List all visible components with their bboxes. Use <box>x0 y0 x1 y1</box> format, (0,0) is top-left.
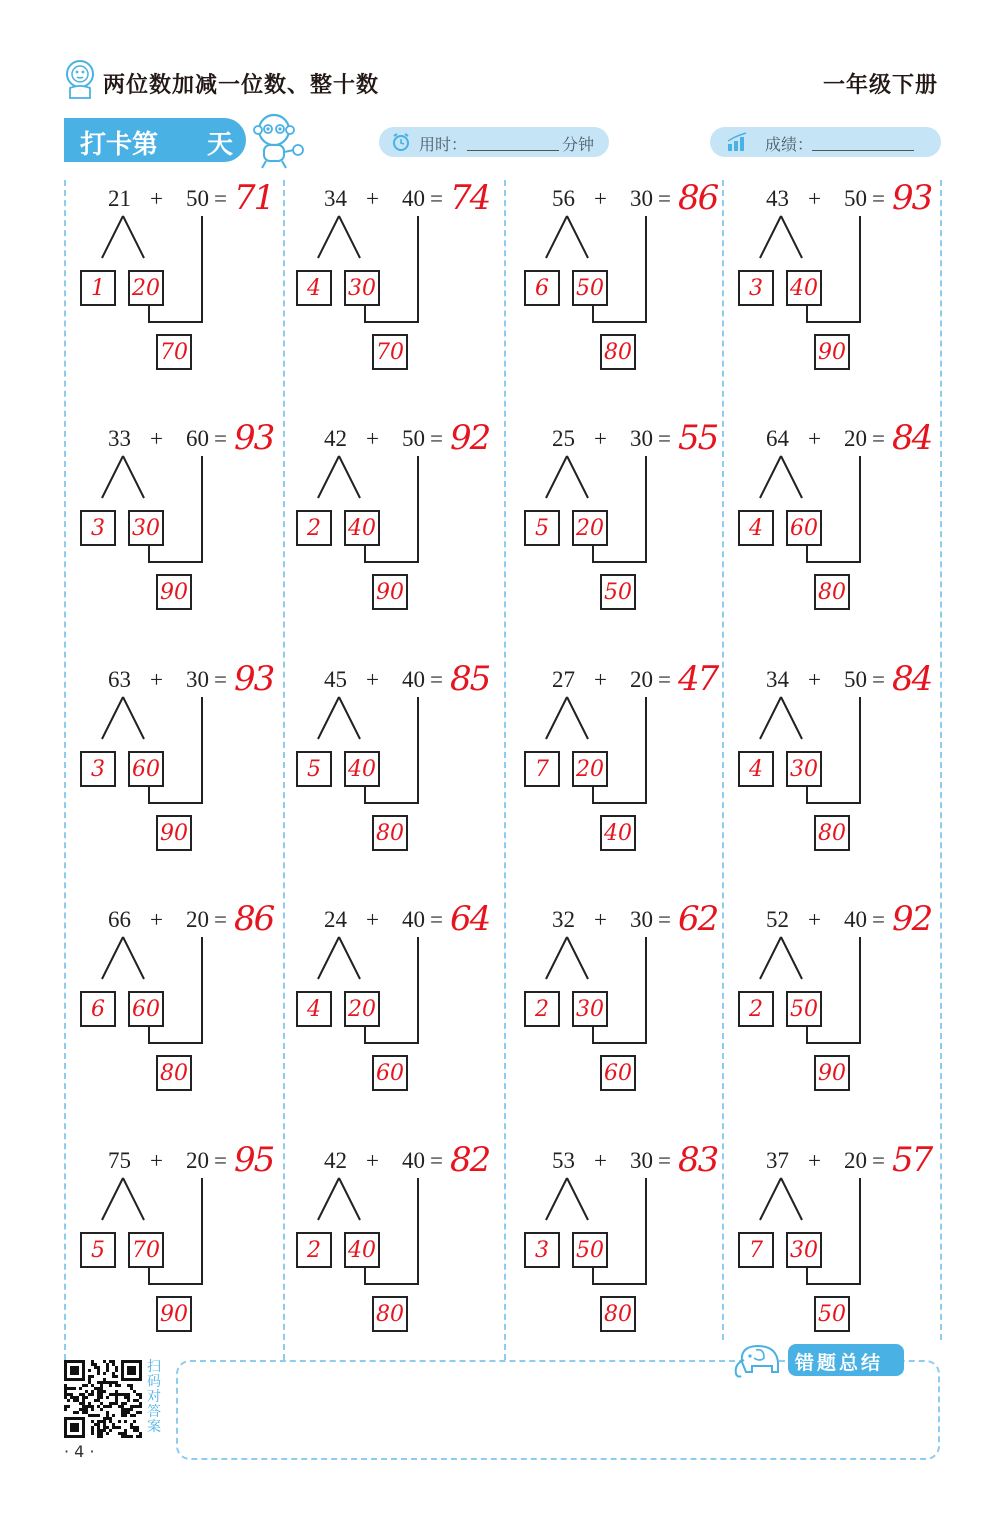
answer-handwritten[interactable]: 84 <box>892 659 932 699</box>
second-addend: 40 <box>402 907 425 932</box>
tens-sum-box[interactable]: 80 <box>600 334 636 370</box>
time-blank-line <box>467 150 559 151</box>
ones-part-box[interactable]: 5 <box>296 751 332 787</box>
second-addend: 20 <box>630 667 653 692</box>
second-addend: 30 <box>630 1148 653 1173</box>
tens-sum-box[interactable]: 50 <box>600 574 636 610</box>
equals-sign: = <box>872 667 885 692</box>
tens-sum-box[interactable]: 60 <box>372 1055 408 1091</box>
first-addend: 64 <box>766 426 789 451</box>
equals-sign: = <box>430 426 443 451</box>
tens-part-box[interactable]: 30 <box>572 991 608 1027</box>
plus-sign: + <box>594 1148 607 1173</box>
addition-problem <box>62 899 292 1097</box>
equals-sign: = <box>658 667 671 692</box>
plus-sign: + <box>808 1148 821 1173</box>
time-label: 用时： <box>419 135 468 154</box>
equals-sign: = <box>872 426 885 451</box>
plus-sign: + <box>594 907 607 932</box>
answer-handwritten[interactable]: 93 <box>234 418 274 458</box>
answer-handwritten[interactable]: 92 <box>892 899 932 939</box>
ones-part-box[interactable]: 2 <box>296 510 332 546</box>
answer-handwritten[interactable]: 95 <box>234 1140 274 1180</box>
addition-problem <box>278 899 508 1097</box>
plus-sign: + <box>150 667 163 692</box>
second-addend: 20 <box>186 1148 209 1173</box>
addition-problem <box>62 659 292 857</box>
ones-part-box[interactable]: 7 <box>524 751 560 787</box>
addition-problem <box>506 899 736 1097</box>
grade-label: 一年级下册 <box>822 73 938 98</box>
tens-sum-box[interactable]: 90 <box>372 574 408 610</box>
equals-sign: = <box>214 907 227 932</box>
score-blank-line <box>812 150 914 151</box>
answer-handwritten[interactable]: 74 <box>450 178 490 218</box>
answer-handwritten[interactable]: 83 <box>678 1140 718 1180</box>
time-field[interactable] <box>379 127 609 157</box>
plus-sign: + <box>366 907 379 932</box>
first-addend: 33 <box>108 426 131 451</box>
addition-problem <box>506 1140 736 1338</box>
answer-handwritten[interactable]: 47 <box>678 659 718 699</box>
plus-sign: + <box>366 1148 379 1173</box>
addition-problem <box>278 178 508 376</box>
second-addend: 40 <box>402 186 425 211</box>
qr-code-icon[interactable] <box>64 1360 142 1438</box>
first-addend: 34 <box>324 186 347 211</box>
ones-part-box[interactable]: 4 <box>296 270 332 306</box>
tens-sum-box[interactable]: 90 <box>156 1296 192 1332</box>
tens-sum-box[interactable]: 90 <box>156 815 192 851</box>
equals-sign: = <box>214 186 227 211</box>
equals-sign: = <box>658 426 671 451</box>
second-addend: 60 <box>186 426 209 451</box>
elephant-icon <box>732 1338 788 1382</box>
answer-handwritten[interactable]: 82 <box>450 1140 490 1180</box>
first-addend: 27 <box>552 667 575 692</box>
mistake-summary-label: 错题总结 <box>795 1352 884 1374</box>
equals-sign: = <box>658 1148 671 1173</box>
tens-part-box[interactable]: 60 <box>786 510 822 546</box>
plus-sign: + <box>808 667 821 692</box>
ones-part-box[interactable]: 6 <box>80 991 116 1027</box>
answer-handwritten[interactable]: 85 <box>450 659 490 699</box>
tens-part-box[interactable]: 30 <box>786 751 822 787</box>
tens-sum-box[interactable]: 50 <box>814 1296 850 1332</box>
plus-sign: + <box>150 907 163 932</box>
second-addend: 20 <box>186 907 209 932</box>
ones-part-box[interactable]: 3 <box>80 751 116 787</box>
time-unit: 分钟 <box>562 135 595 154</box>
ones-part-box[interactable]: 3 <box>524 1232 560 1268</box>
first-addend: 34 <box>766 667 789 692</box>
first-addend: 24 <box>324 907 347 932</box>
equals-sign: = <box>214 426 227 451</box>
ones-part-box[interactable]: 4 <box>738 510 774 546</box>
first-addend: 53 <box>552 1148 575 1173</box>
second-addend: 40 <box>402 667 425 692</box>
ones-part-box[interactable]: 5 <box>80 1232 116 1268</box>
tens-part-box[interactable]: 70 <box>128 1232 164 1268</box>
first-addend: 56 <box>552 186 575 211</box>
lion-mascot-icon <box>62 58 98 100</box>
plus-sign: + <box>366 186 379 211</box>
ones-part-box[interactable]: 4 <box>738 751 774 787</box>
score-label: 成绩： <box>765 135 814 154</box>
ones-part-box[interactable]: 2 <box>296 1232 332 1268</box>
first-addend: 42 <box>324 426 347 451</box>
addition-problem <box>278 1140 508 1338</box>
checkin-text-prefix: 打卡第 <box>80 130 159 160</box>
tens-part-box[interactable]: 50 <box>572 1232 608 1268</box>
second-addend: 50 <box>844 186 867 211</box>
second-addend: 30 <box>630 426 653 451</box>
second-addend: 50 <box>844 667 867 692</box>
first-addend: 21 <box>108 186 131 211</box>
bar-chart-icon <box>726 132 750 152</box>
addition-problem <box>720 659 950 857</box>
addition-problem <box>720 418 950 616</box>
ones-part-box[interactable]: 2 <box>524 991 560 1027</box>
equals-sign: = <box>214 1148 227 1173</box>
ones-part-box[interactable]: 7 <box>738 1232 774 1268</box>
second-addend: 20 <box>844 1148 867 1173</box>
page-number: · 4 · <box>64 1442 95 1461</box>
first-addend: 25 <box>552 426 575 451</box>
ones-part-box[interactable]: 3 <box>738 270 774 306</box>
first-addend: 63 <box>108 667 131 692</box>
second-addend: 40 <box>844 907 867 932</box>
plus-sign: + <box>594 186 607 211</box>
plus-sign: + <box>150 186 163 211</box>
equals-sign: = <box>430 667 443 692</box>
equals-sign: = <box>658 907 671 932</box>
tens-part-box[interactable]: 60 <box>128 991 164 1027</box>
addition-problem <box>278 659 508 857</box>
tens-sum-box[interactable]: 70 <box>156 334 192 370</box>
ones-part-box[interactable]: 3 <box>80 510 116 546</box>
second-addend: 50 <box>186 186 209 211</box>
answer-handwritten[interactable]: 86 <box>678 178 718 218</box>
tens-part-box[interactable]: 50 <box>786 991 822 1027</box>
second-addend: 20 <box>844 426 867 451</box>
tens-part-box[interactable]: 30 <box>786 1232 822 1268</box>
tens-sum-box[interactable]: 90 <box>814 334 850 370</box>
tens-sum-box[interactable]: 80 <box>156 1055 192 1091</box>
ones-part-box[interactable]: 6 <box>524 270 560 306</box>
plus-sign: + <box>594 667 607 692</box>
alarm-clock-icon <box>391 132 411 152</box>
answer-handwritten[interactable]: 86 <box>234 899 274 939</box>
score-field[interactable] <box>710 127 941 157</box>
tens-sum-box[interactable]: 80 <box>600 1296 636 1332</box>
tens-part-box[interactable]: 20 <box>128 270 164 306</box>
second-addend: 50 <box>402 426 425 451</box>
addition-problem <box>506 418 736 616</box>
tens-sum-box[interactable]: 60 <box>600 1055 636 1091</box>
tens-part-box[interactable]: 40 <box>344 510 380 546</box>
answer-handwritten[interactable]: 55 <box>678 418 718 458</box>
tens-part-box[interactable]: 40 <box>344 751 380 787</box>
plus-sign: + <box>808 426 821 451</box>
tens-sum-box[interactable]: 90 <box>156 574 192 610</box>
robot-mascot-icon <box>244 110 310 170</box>
tens-sum-box[interactable]: 80 <box>814 815 850 851</box>
equals-sign: = <box>872 907 885 932</box>
addition-problem <box>506 178 736 376</box>
first-addend: 52 <box>766 907 789 932</box>
ones-part-box[interactable]: 1 <box>80 270 116 306</box>
ones-part-box[interactable]: 2 <box>738 991 774 1027</box>
plus-sign: + <box>366 426 379 451</box>
addition-problem <box>62 1140 292 1338</box>
plus-sign: + <box>808 186 821 211</box>
answer-handwritten[interactable]: 93 <box>892 178 932 218</box>
addition-problem <box>62 418 292 616</box>
first-addend: 37 <box>766 1148 789 1173</box>
second-addend: 40 <box>402 1148 425 1173</box>
tens-part-box[interactable]: 40 <box>344 1232 380 1268</box>
first-addend: 42 <box>324 1148 347 1173</box>
tens-part-box[interactable]: 30 <box>344 270 380 306</box>
answer-handwritten[interactable]: 57 <box>892 1140 932 1180</box>
first-addend: 43 <box>766 186 789 211</box>
addition-problem <box>278 418 508 616</box>
tens-part-box[interactable]: 20 <box>572 751 608 787</box>
checkin-text-day: 天 <box>207 130 234 160</box>
answer-handwritten[interactable]: 62 <box>678 899 718 939</box>
addition-problem <box>720 1140 950 1338</box>
answer-handwritten[interactable]: 71 <box>234 178 274 218</box>
tens-part-box[interactable]: 50 <box>572 270 608 306</box>
plus-sign: + <box>150 1148 163 1173</box>
plus-sign: + <box>150 426 163 451</box>
plus-sign: + <box>366 667 379 692</box>
answer-handwritten[interactable]: 92 <box>450 418 490 458</box>
equals-sign: = <box>214 667 227 692</box>
second-addend: 30 <box>186 667 209 692</box>
page-topic-title: 两位数加减一位数、整十数 <box>103 73 380 98</box>
first-addend: 66 <box>108 907 131 932</box>
tens-sum-box[interactable]: 80 <box>372 815 408 851</box>
tens-part-box[interactable]: 40 <box>786 270 822 306</box>
equals-sign: = <box>430 186 443 211</box>
tens-sum-box[interactable]: 40 <box>600 815 636 851</box>
ones-part-box[interactable]: 4 <box>296 991 332 1027</box>
equals-sign: = <box>430 1148 443 1173</box>
equals-sign: = <box>430 907 443 932</box>
first-addend: 75 <box>108 1148 131 1173</box>
tens-part-box[interactable]: 30 <box>128 510 164 546</box>
plus-sign: + <box>808 907 821 932</box>
tens-part-box[interactable]: 20 <box>344 991 380 1027</box>
equals-sign: = <box>872 1148 885 1173</box>
tens-sum-box[interactable]: 70 <box>372 334 408 370</box>
addition-problem <box>506 659 736 857</box>
tens-sum-box[interactable]: 90 <box>814 1055 850 1091</box>
answer-handwritten[interactable]: 64 <box>450 899 490 939</box>
answer-handwritten[interactable]: 84 <box>892 418 932 458</box>
addition-problem <box>720 899 950 1097</box>
tens-part-box[interactable]: 20 <box>572 510 608 546</box>
scan-answer-text: 扫码对答案 <box>147 1359 161 1435</box>
first-addend: 45 <box>324 667 347 692</box>
tens-sum-box[interactable]: 80 <box>814 574 850 610</box>
ones-part-box[interactable]: 5 <box>524 510 560 546</box>
first-addend: 32 <box>552 907 575 932</box>
addition-problem <box>720 178 950 376</box>
answer-handwritten[interactable]: 93 <box>234 659 274 699</box>
equals-sign: = <box>658 186 671 211</box>
equals-sign: = <box>872 186 885 211</box>
second-addend: 30 <box>630 907 653 932</box>
addition-problem <box>62 178 292 376</box>
tens-part-box[interactable]: 60 <box>128 751 164 787</box>
tens-sum-box[interactable]: 80 <box>372 1296 408 1332</box>
plus-sign: + <box>594 426 607 451</box>
second-addend: 30 <box>630 186 653 211</box>
